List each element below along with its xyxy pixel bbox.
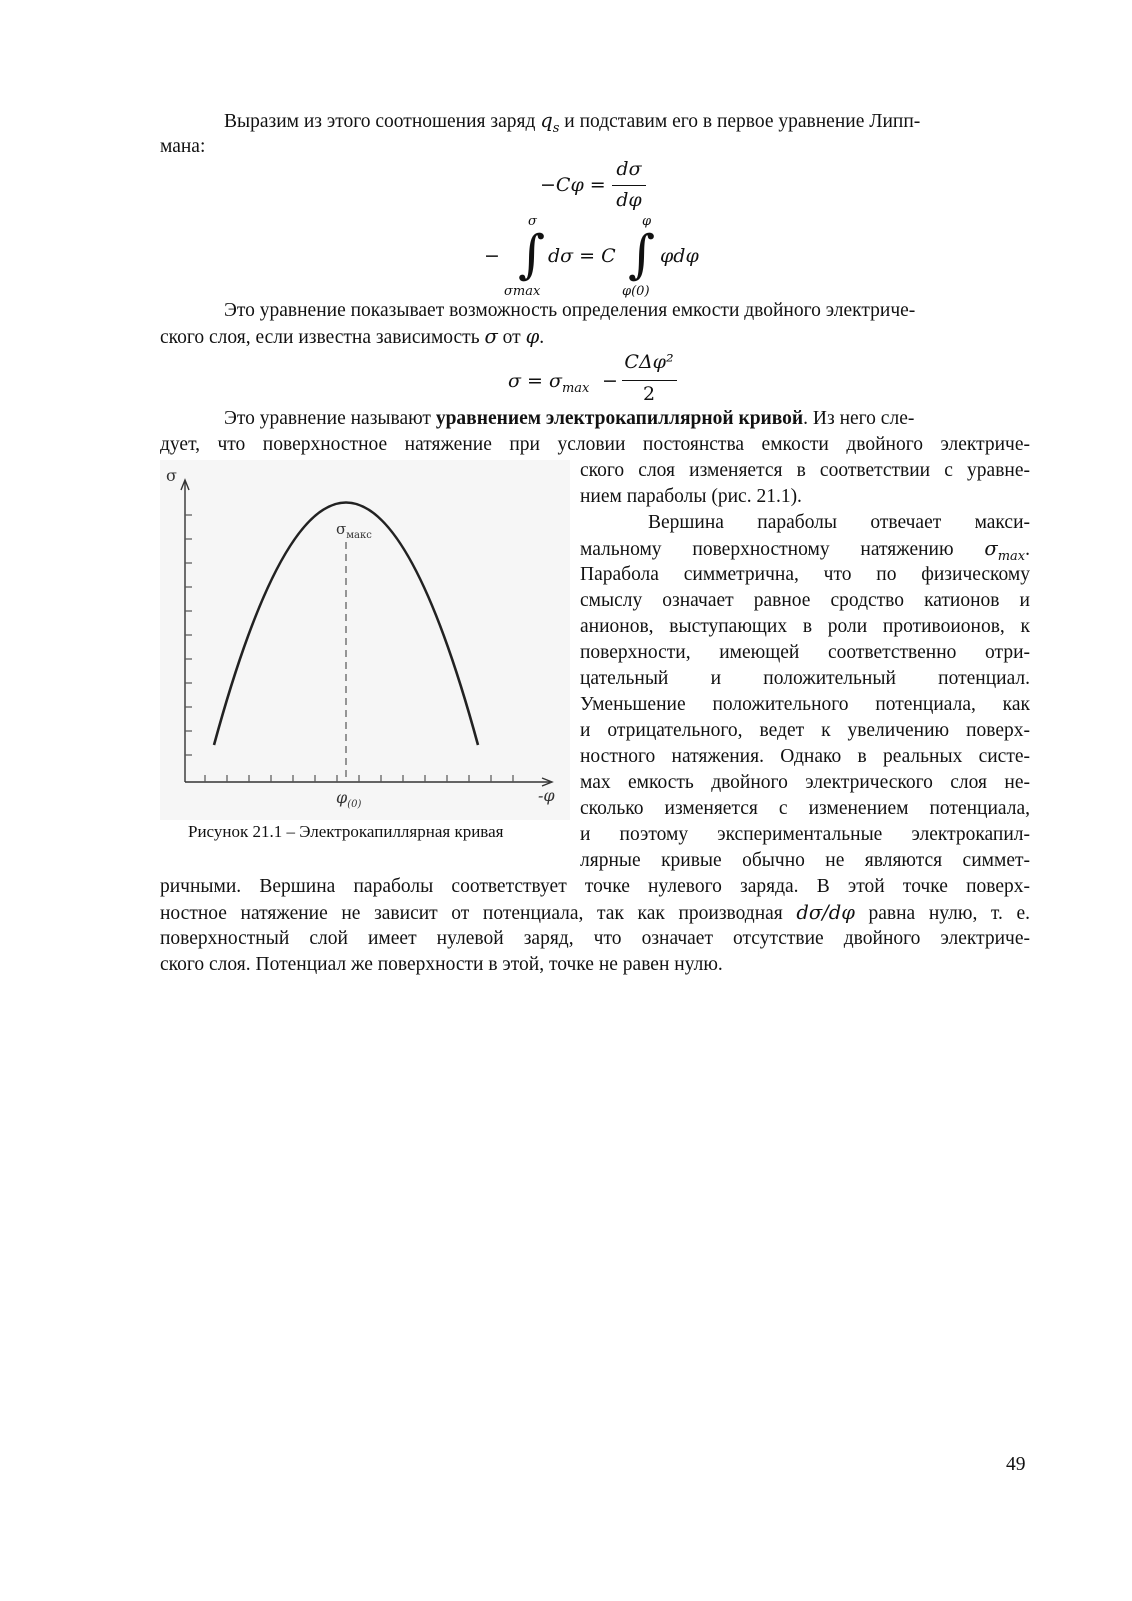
paragraph4-col-line: ностного натяжения. Однако в реальных систе-	[580, 746, 1030, 767]
paragraph3-line1: Это уравнение называют уравнением электрокапиллярной кривой. Из него сле-	[224, 408, 915, 429]
equation3-lhs: $\sigma = \sigma_{max}$	[508, 370, 590, 396]
integral-sign-1: ∫	[518, 225, 546, 285]
paragraph4-derivative-line: ностное натяжение не зависит от потенциала, так как производная dσ/dφ равна нулю, т. е.	[160, 901, 1031, 924]
integral2-upper-limit: φ	[642, 214, 652, 229]
figure-svg	[160, 460, 570, 820]
paragraph1-line1: Выразим из этого соотношения заряд $q_s$ и подставим его в первое уравнение Липп-	[224, 109, 921, 136]
figure-caption: Рисунок 21.1 – Электрокапиллярная кривая	[188, 822, 504, 841]
equation1-numerator: dσ	[616, 158, 642, 180]
paragraph4-col-line: лярные кривые обычно не являются симмет-	[580, 850, 1030, 871]
paragraph2-line1: Это уравнение показывает возможность определения емкости двойного электриче-	[224, 300, 916, 321]
paragraph4-col-line: и отрицательного, ведет к увеличению поверх-	[580, 720, 1030, 741]
page-number: 49	[1006, 1454, 1026, 1475]
paragraph4-col-line: цательный и положительный потенциал.	[580, 668, 1030, 689]
paragraph3-line2: дует, что поверхностное натяжение при условии постоянства емкости двойного электриче-	[160, 434, 1030, 455]
integral2-lower-limit: φ(0)	[622, 284, 650, 299]
equation3-minus: −	[602, 370, 618, 392]
integral1-upper-limit: σ	[528, 214, 537, 229]
paragraph4-full-line1: ричными. Вершина параболы соответствует точке нулевого заряда. В этой точке поверх-	[160, 876, 1030, 897]
y-axis-label: σ	[166, 466, 177, 485]
paragraph3-right-line1: ского слоя изменяется в соответствии с уравне-	[580, 460, 1030, 481]
paragraph4-col-line: поверхности, имеющей соответственно отри-	[580, 642, 1030, 663]
x-axis-label: -φ	[538, 786, 555, 805]
paragraph2-line2: ского слоя, если известна зависимость σ от φ.	[160, 325, 545, 348]
paragraph4-col-line: Уменьшение положительного потенциала, как	[580, 694, 1030, 715]
paragraph4-col-line: Парабола симметрична, что по физическому	[580, 564, 1030, 585]
equation3-numerator: CΔφ²	[624, 351, 674, 373]
paragraph4-col-line: смыслу означает равное сродство катионов и	[580, 590, 1030, 611]
equation2-integrand1: dσ = C	[548, 245, 616, 267]
integral-sign-2: ∫	[628, 225, 656, 285]
figure-electrocapillary-curve	[160, 460, 570, 820]
x-zero-label: $\varphi_{(0)}$	[336, 788, 362, 811]
paragraph4-line2: мальному поверхностному натяжению $\sigma_{max}$.	[580, 537, 1030, 564]
equation2-minus: −	[484, 245, 500, 267]
paragraph4-col-line: анионов, выступающих в роли противоионов, к	[580, 616, 1030, 637]
paragraph4-col-line: и поэтому экспериментальные электрокапил-	[580, 824, 1030, 845]
paragraph4-full-line4: ского слоя. Потенциал же поверхности в этой, точке не равен нулю.	[160, 954, 723, 975]
equation2-integrand2: φdφ	[660, 245, 699, 267]
equation1-lhs: −Cφ =	[540, 174, 606, 196]
paragraph4-line1: Вершина параболы отвечает макси-	[648, 512, 1030, 533]
peak-label: $\sigma_{макс}$	[336, 520, 372, 541]
paragraph3-right-line2: нием параболы (рис. 21.1).	[580, 486, 802, 507]
equation1-denominator: dφ	[616, 189, 642, 211]
paragraph1-line2: мана:	[160, 136, 206, 157]
integral1-lower-limit: σmax	[504, 284, 541, 299]
paragraph4-col-line: мах емкость двойного электрического слоя не-	[580, 772, 1030, 793]
equation3-denominator: 2	[642, 383, 656, 405]
fraction-bar	[612, 185, 646, 186]
paragraph4-col-line: сколько изменяется с изменением потенциала,	[580, 798, 1030, 819]
fraction-bar	[622, 380, 677, 381]
paragraph4-full-line3: поверхностный слой имеет нулевой заряд, что означает отсутствие двойного электриче-	[160, 928, 1030, 949]
